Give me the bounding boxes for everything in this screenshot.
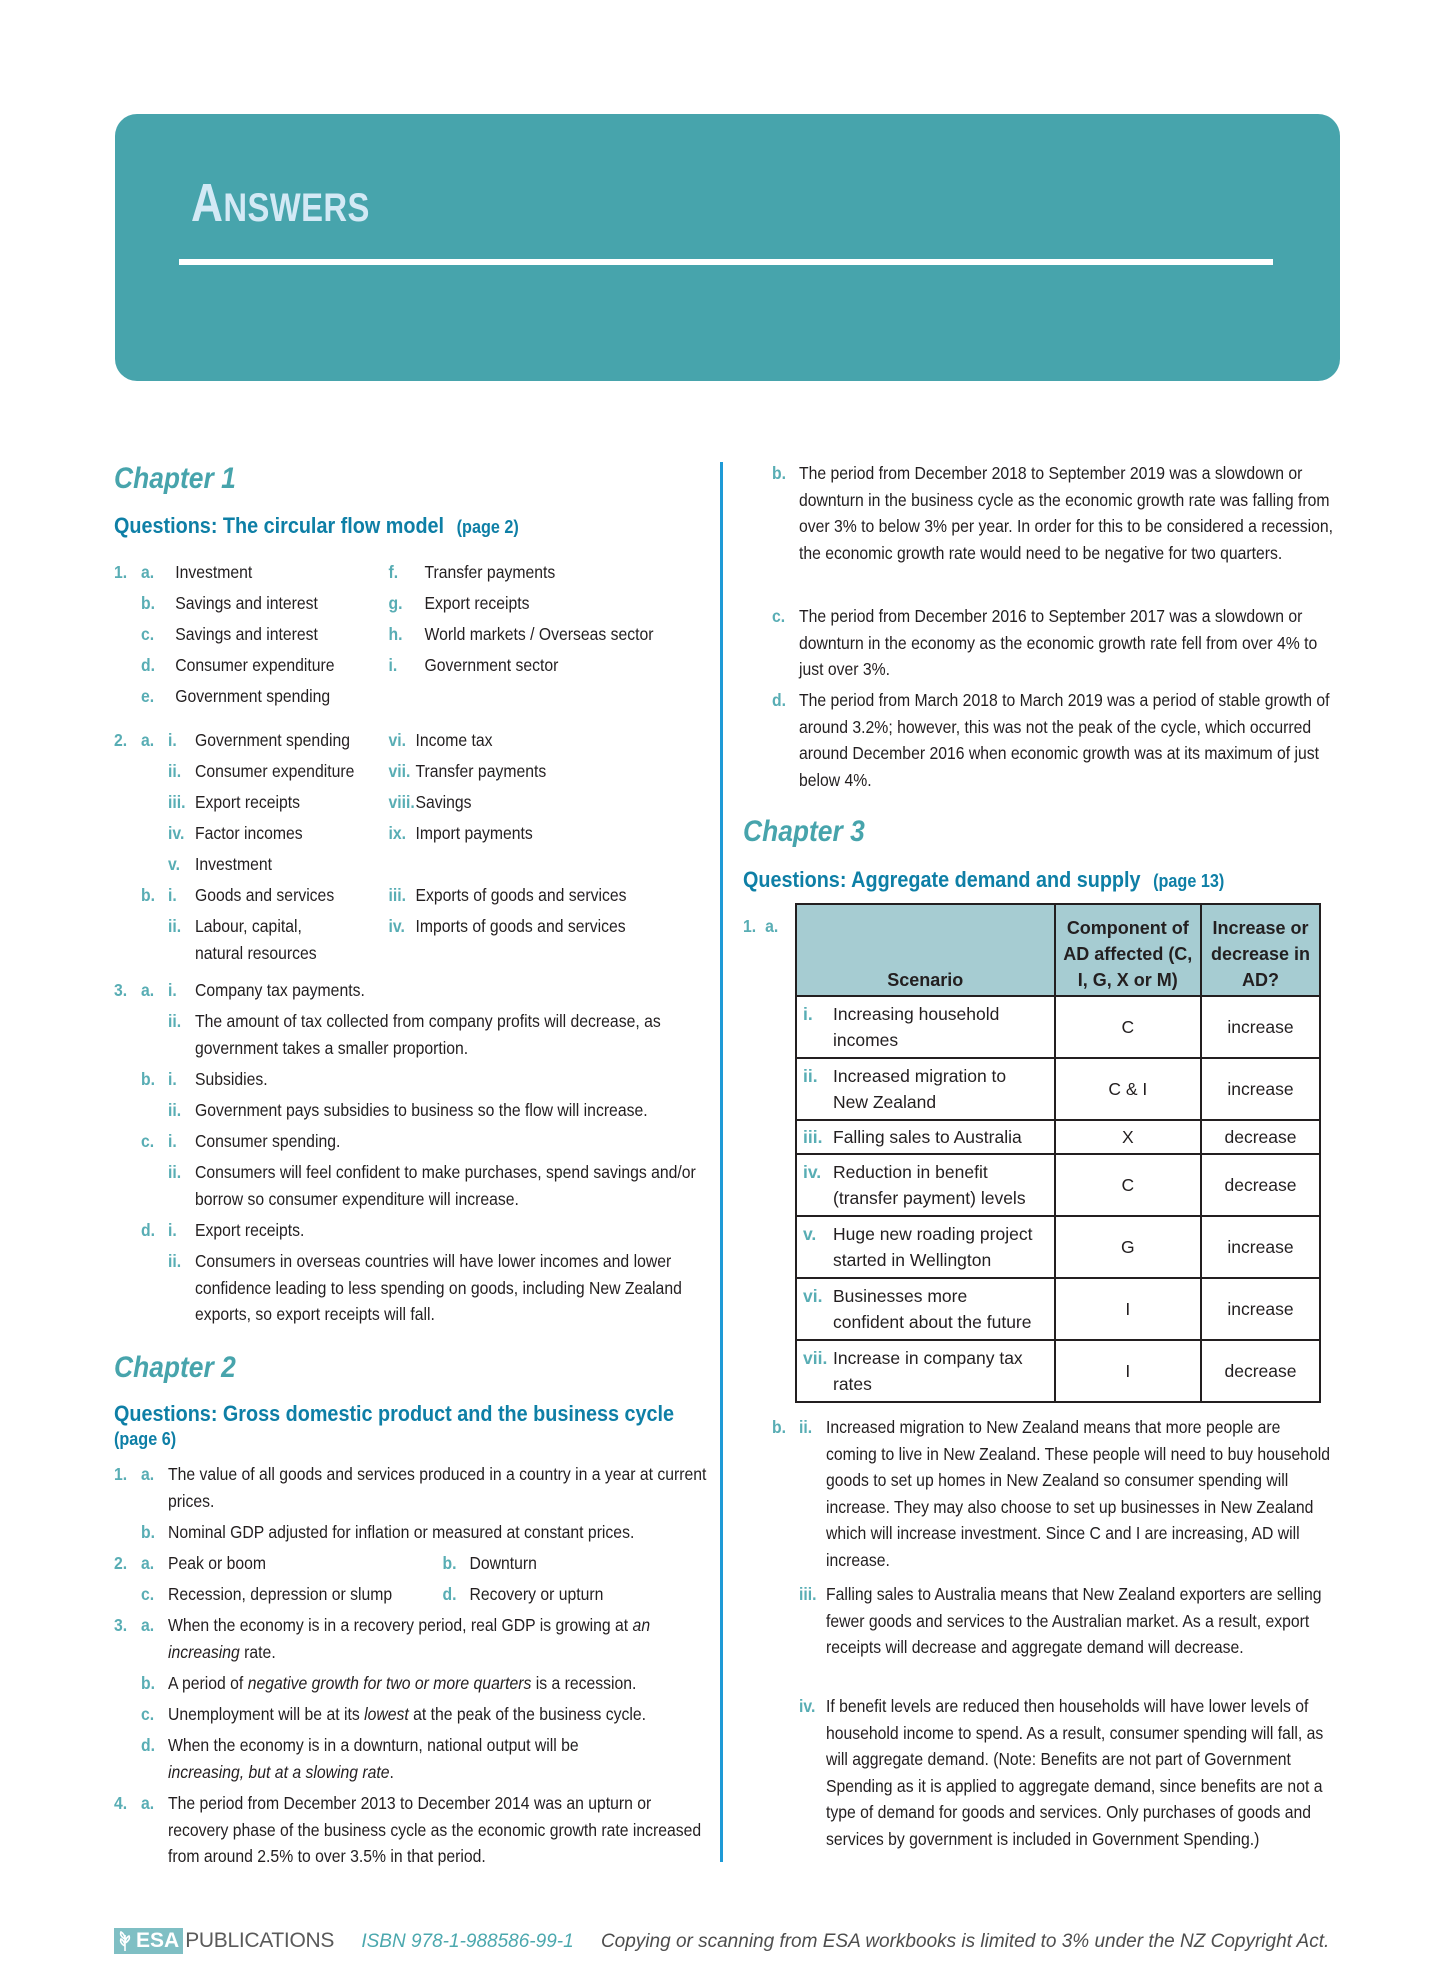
page-title: ANSWERS	[191, 173, 370, 233]
chapter-2-question-heading: Questions: Gross domestic product and the business cycle	[114, 1401, 675, 1426]
chapter-1-title: Chapter 1	[114, 462, 236, 495]
page-footer	[114, 1928, 1329, 1954]
header-component: Component of AD affected (C, I, G, X or M)	[1055, 904, 1201, 996]
chapter-1-section	[114, 460, 252, 498]
answers-banner	[115, 114, 1340, 381]
header-scenario: Scenario	[796, 904, 1055, 996]
header-effect: Increase or decrease in AD?	[1201, 904, 1320, 996]
table-row: i. Increasing household incomes C increase	[796, 996, 1320, 1058]
esa-logo: ESA	[114, 1928, 183, 1954]
table-row: ii. Increased migration to New Zealand C & I increase	[796, 1058, 1320, 1120]
table-row: v. Huge new roading project started in Wellington G increase	[796, 1216, 1320, 1278]
table-row: vi. Businesses more confident about the future I increase	[796, 1278, 1320, 1340]
chapter-1-question-heading: Questions: The circular flow model (page 2)	[114, 513, 519, 538]
leaf-icon	[118, 1931, 132, 1951]
table-header-row	[796, 904, 1320, 996]
publisher-name: PUBLICATIONS	[185, 1929, 335, 1952]
chapter-2-page-ref: (page 6)	[114, 1429, 177, 1449]
chapter-2-section	[114, 1349, 252, 1387]
copyright-notice: Copying or scanning from ESA workbooks is limited to 3% under the NZ Copyright Act.	[600, 1931, 1330, 1952]
table-row: iii. Falling sales to Australia X decrease	[796, 1120, 1320, 1154]
aggregate-demand-table	[795, 903, 1321, 1403]
table-row: vii. Increase in company tax rates I decrease	[796, 1340, 1320, 1402]
isbn: ISBN 978-1-988586-99-1	[361, 1931, 574, 1952]
title-underline	[179, 259, 1273, 265]
chapter-3-question-heading: Questions: Aggregate demand and supply (page 13)	[743, 867, 1225, 892]
table-row: iv. Reduction in benefit (transfer payment) levels C decrease	[796, 1154, 1320, 1216]
chapter-2-title: Chapter 2	[114, 1351, 236, 1384]
column-divider	[720, 462, 723, 1862]
chapter-3-title: Chapter 3	[743, 815, 865, 848]
chapter-3-section	[743, 813, 881, 851]
